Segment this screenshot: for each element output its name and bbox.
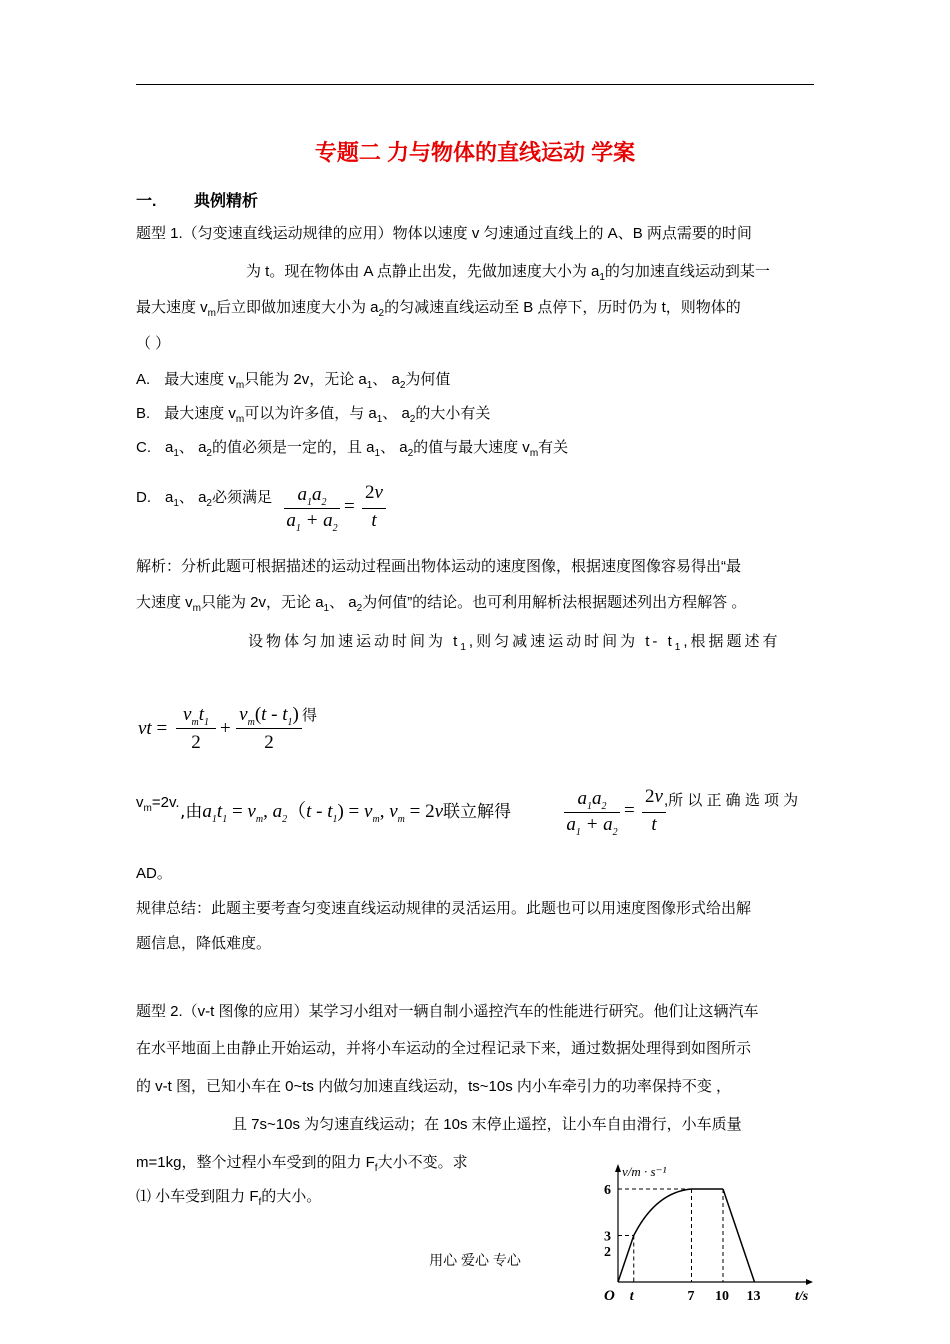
- option-c: C. $a_1$、 $a_2$的值必须是一定的，且 $a_1$、 $a_2$的值与最大速度 $v_m$有关: [136, 439, 569, 459]
- page-title: 专题二 力与物体的直线运动 学案: [314, 140, 636, 165]
- analysis-line1: 解析：分析此题可根据描述的运动过程画出物体运动的速度图像，根据速度图像容易得出“最: [136, 558, 741, 575]
- series-curve: [634, 1189, 692, 1236]
- y-axis-arrow: [615, 1164, 621, 1172]
- x-tick-label: 10: [715, 1289, 729, 1304]
- x-axis-label: t/s: [795, 1289, 809, 1304]
- x-tick-label: t: [629, 1289, 634, 1304]
- header-rule: [136, 84, 814, 85]
- option-b: B. 最大速度 $v_m$可以为许多值，与 $a_1$、 $a_2$的大小有关: [136, 405, 491, 425]
- y-tick-label: 3: [604, 1229, 611, 1245]
- x-axis-arrow: [806, 1279, 813, 1285]
- vm-result: $v_m=2v$.: [136, 794, 180, 814]
- q2-line3: 的 v-t 图，已知小车在 0~ts 内做匀加速直线运动，ts~10s 内小车牵引力的功率保持不变 ，: [136, 1078, 732, 1095]
- q2-line2: 在水平地面上由静止开始运动，并将小车运动的全过程记录下来，通过数据处理得到如图所示: [136, 1040, 752, 1057]
- q1-line3: 最大速度 $v_m$后立即做加速度大小为 $a_2$的匀减速直线运动至 B 点停下，历时仍为 t，则物体的: [136, 299, 741, 319]
- y-tick-label: 2: [604, 1245, 611, 1260]
- analysis-line3: 设物体匀加速运动时间为 $t_1$,则匀减速运动时间为 t- $t_1$,根据题述有: [248, 633, 781, 653]
- vt-chart: [596, 1160, 826, 1305]
- q2-line1: 题型 2.（v-t 图像的应用）某学习小组对一辆自制小遥控汽车的性能进行研究。他们让这辆汽车: [136, 1003, 759, 1020]
- equation-2: ,由$a_1t_1 = v_m$, $a_2(t - t_1) = v_m$, $v_m = 2v$联立解得: [180, 801, 512, 825]
- summary-line2: 题信息，降低难度。: [136, 935, 272, 952]
- equation-1: vt = $v_mt_1$ 2 + $v_m(t - t_1)$ 2: [138, 700, 338, 758]
- formula-option-d: $a_1a_2$ $a_1 + a_2$ = 2v t: [282, 478, 392, 534]
- x-tick-label: 13: [746, 1289, 761, 1304]
- origin-label: O: [604, 1288, 615, 1304]
- q2-line4: 且 7s~10s 为匀速直线运动；在 10s 末停止遥控，让小车自由滑行，小车质量: [232, 1116, 742, 1133]
- option-a: A. 最大速度 $v_m$只能为 2v，无论 $a_1$、 $a_2$为何值: [136, 371, 451, 391]
- section-label: 典例精析: [194, 193, 259, 210]
- q1-line2: 为 t。现在物体由 A 点静止出发，先做加速度大小为 $a_1$的匀加速直线运动到某一: [246, 263, 770, 283]
- x-tick-label: 7: [687, 1289, 695, 1304]
- y-axis-label: v/m · s⁻¹: [622, 1164, 667, 1179]
- page-footer: 用心 爱心 专心: [429, 1252, 521, 1268]
- q2-line5: m=1kg，整个过程小车受到的阻力 $F_f$大小不变。求: [136, 1154, 468, 1174]
- q1-line1: 题型 1.（匀变速直线运动规律的应用）物体以速度 v 匀速通过直线上的 A、B 两点需要的时间: [136, 225, 752, 242]
- summary-line1: 规律总结：此题主要考查匀变速直线运动规律的灵活运用。此题也可以用速度图像形式给出解: [136, 900, 752, 917]
- section-number: 一.: [136, 193, 157, 210]
- q1-answer-bracket: （ ）: [136, 335, 171, 352]
- answer: AD。: [136, 865, 172, 882]
- y-tick-label: 6: [604, 1183, 611, 1198]
- analysis-line2: 大速度 $v_m$只能为 2v，无论 $a_1$、 $a_2$为何值”的结论。也可利用解析法根据题述列出方程解答 。: [136, 594, 747, 614]
- answer-lead: ,所 以 正 确 选 项 为: [664, 792, 799, 809]
- q2-line6: ⑴ 小车受到阻力 $F_f$的大小。: [136, 1188, 322, 1208]
- equation-1-suffix: 得: [302, 707, 318, 724]
- option-d: D. $a_1$、 $a_2$必须满足: [136, 489, 272, 509]
- formula-result: $a_1a_2$ $a_1 + a_2$ = 2v t: [562, 784, 672, 840]
